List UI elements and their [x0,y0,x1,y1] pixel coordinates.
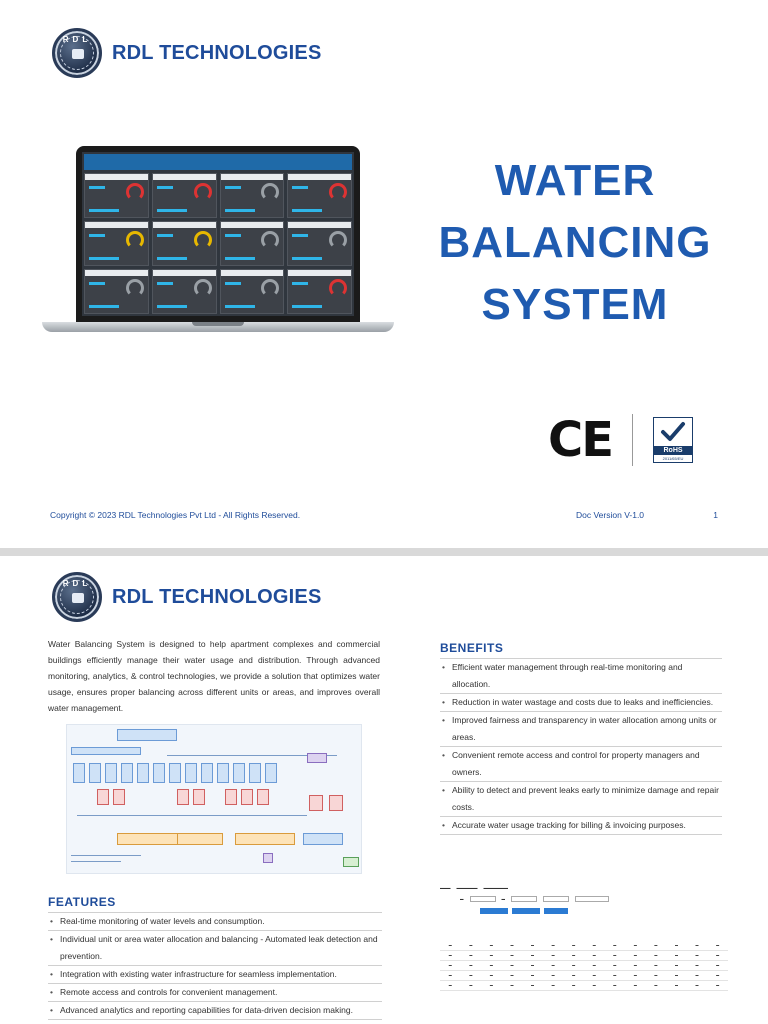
title-line-3: SYSTEM [481,280,669,329]
company-logo [52,28,322,78]
benefits-list [440,658,722,835]
overview-page [0,556,768,1024]
benefits-heading: BENEFITS [440,641,504,655]
company-name: RDL TECHNOLOGIES [112,41,322,64]
laptop-dashboard-image [42,146,394,336]
benefit-item: • Efficient water management through real-time monitoring and allocation. [440,659,722,694]
document-title [420,150,730,336]
feature-item: • Remote access and controls for convenient management. [48,984,382,1002]
company-logo [52,572,322,622]
page-number: 1 [713,510,718,520]
title-line-1: WATER [494,156,656,205]
features-list [48,912,382,1020]
cert-divider [632,414,633,466]
benefit-item: • Improved fairness and transparency in water allocation among units or areas. [440,712,722,747]
benefit-item: • Convenient remote access and control for property managers and owners. [440,747,722,782]
feature-item: • Integration with existing water infrastructure for seamless implementation. [48,966,382,984]
benefit-item: • Ability to detect and prevent leaks early to minimize damage and repair costs. [440,782,722,817]
benefit-item: • Reduction in water wastage and costs due to leaks and inefficiencies. [440,694,722,712]
copyright-text: Copyright © 2023 RDL Technologies Pvt Ltd - All Rights Reserved. [50,510,301,520]
usage-report-screenshot-image: ▬▬▬ ▬▬▬▬▬▬ ▬▬▬▬▬▬▬ ▬ ▬ ▬ ▬ ▬ ▬ ▬ ▬ ▬ ▬ ▬ ▬ ▬ ▬ ▬ ▬ ▬ ▬ ▬ ▬ ▬ ▬ ▬ ▬ ▬ ▬ ▬ ▬ ▬ ▬ ▬ ▬ ▬ ▬ ▬ ▬ ▬ ▬ ▬ ▬ ▬ ▬ ▬ ▬ ▬ ▬ ▬ ▬ ▬ ▬ ▬ ▬ ▬ ▬ ▬ ▬ ▬ ▬ ▬ ▬ ▬ ▬ ▬ ▬ ▬ ▬ ▬ ▬ ▬ ▬ ▬ ▬ [440,886,728,1024]
doc-version: Doc Version V-1.0 [576,510,645,520]
logo-badge-icon: RDL [52,572,102,622]
feature-item: • Advanced analytics and reporting capabilities for data-driven decision making. [48,1002,382,1020]
certifications [548,412,693,468]
benefit-item: • Accurate water usage tracking for billing & invoicing purposes. [440,817,722,835]
title-line-2: BALANCING [438,218,712,267]
company-name: RDL TECHNOLOGIES [112,585,322,608]
water-flow-diagram-image [66,724,362,874]
ce-mark-icon: CE [548,412,613,468]
logo-badge-icon: RDL [52,28,102,78]
feature-item: • Real-time monitoring of water levels and consumption. [48,913,382,931]
intro-paragraph: Water Balancing System is designed to help apartment complexes and commercial buildings efficiently manage their water usage and distribution. Through advanced monitoring, analytics, & control technologies, we provide a solution that optimizes water usage, ensures proper balancing across different units or areas, and improves overall water management. [48,639,380,713]
feature-item: • Individual unit or area water allocation and balancing - Automated leak detection and prevention. [48,931,382,966]
rohs-badge-icon: RoHS 2011/65/EU [653,417,693,463]
features-heading: FEATURES [48,895,116,909]
